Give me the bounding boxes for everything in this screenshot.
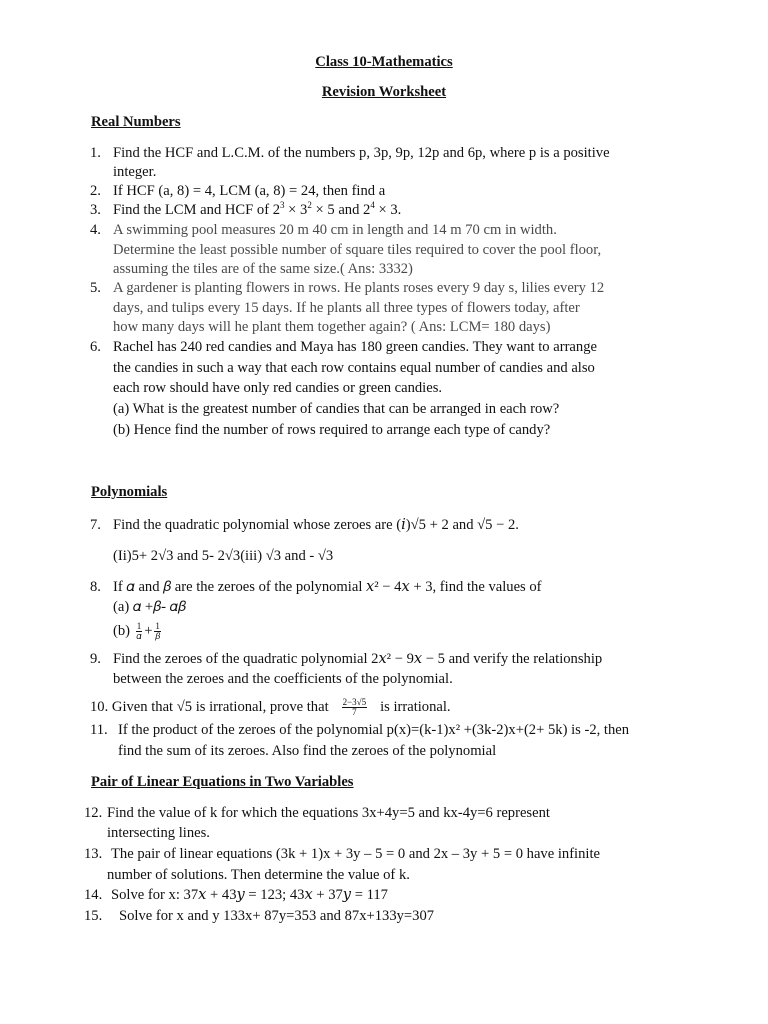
fraction (136, 622, 143, 641)
question-text (90, 696, 451, 718)
question-number: 12. (84, 805, 103, 821)
question-text: A gardener is planting flowers in rows. He plants roses every 9 day s, lilies every 12 (113, 280, 605, 296)
question-number: 4. (90, 222, 101, 238)
question-text: Solve for x and y 133x+ 87y=353 and 87x+133y=307 (119, 908, 435, 924)
question-text: If the product of the zeroes of the polynomial p(x)=(k-1)x² +(3k-2)x+(2+ 5k) is -2, then (118, 722, 630, 738)
question-text: integer. (113, 164, 157, 180)
question-text: The pair of linear equations (3k + 1)x + 3y – 5 = 0 and 2x – 3y + 5 = 0 have infinite (111, 846, 600, 862)
question-number: 13. (84, 846, 103, 862)
exponent: 4 (370, 200, 375, 211)
question-text: Rachel has 240 red candies and Maya has 180 green candies. They want to arrange (113, 339, 597, 355)
question-number: 9. (90, 651, 101, 667)
question-number: 6. (90, 339, 101, 355)
question-text: the candies in such a way that each row contains equal number of candies and also (113, 360, 595, 376)
text-part: Find the LCM and HCF of 2 (113, 202, 281, 218)
question-text: If HCF (a, 8) = 4, LCM (a, 8) = 24, then find a (113, 183, 386, 199)
question-text: how many days will he plant them together again? ( Ans: LCM= 180 days) (113, 319, 551, 335)
question-part-b: (b) Hence find the number of rows required to arrange each type of candy? (113, 422, 551, 438)
operator: + (144, 623, 153, 639)
question-number: 14. (84, 887, 103, 903)
numerator: 2−3√5 (342, 697, 367, 708)
fraction (154, 622, 161, 641)
section-heading-polynomials: Polynomials (91, 484, 168, 500)
question-number: 3. (90, 202, 101, 218)
question-text: number of solutions. Then determine the value of k. (107, 867, 410, 883)
question-number: 7. (90, 517, 101, 533)
numerator: 1 (136, 621, 142, 632)
section-heading-real-numbers: Real Numbers (91, 114, 181, 130)
question-text: days, and tulips every 15 days. If he plants all three types of flowers today, after (113, 300, 580, 316)
question-number: 2. (90, 183, 101, 199)
question-text: assuming the tiles are of the same size.( Ans: 3332) (113, 261, 413, 277)
page-title: Class 10-Mathematics (315, 54, 453, 70)
question-number: 5. (90, 280, 101, 296)
part-label: (b) (113, 623, 131, 639)
exponent: 2 (307, 200, 312, 211)
question-number: 10. (90, 699, 109, 715)
question-part-b (113, 620, 163, 642)
question-number: 15. (84, 908, 103, 924)
question-part-a: (a) What is the greatest number of candies that can be arranged in each row? (113, 401, 560, 417)
question-text: A swimming pool measures 20 m 40 cm in length and 14 m 70 cm in width. (113, 222, 557, 238)
question-number: 1. (90, 145, 101, 161)
exponent: 3 (280, 200, 285, 211)
section-heading-linear-equations: Pair of Linear Equations in Two Variables (91, 774, 354, 790)
text-part: is irrational. (380, 699, 451, 715)
text-part: × 5 and 2 (311, 202, 371, 218)
question-text (113, 201, 401, 219)
text-part: × 3. (374, 202, 402, 218)
question-text: If 𝛼 and 𝛽 are the zeroes of the polynomial 𝑥² − 4𝑥 + 3, find the values of (113, 579, 542, 595)
question-text: find the sum of its zeroes. Also find the zeroes of the polynomial (118, 743, 497, 759)
question-text: (Ii)5+ 2√3 and 5- 2√3(iii) √3 and - √3 (113, 548, 334, 564)
question-text: Find the HCF and L.C.M. of the numbers p, 3p, 9p, 12p and 6p, where p is a positive (113, 145, 610, 161)
fraction (342, 698, 368, 717)
text-part: × 3 (284, 202, 308, 218)
denominator: 7 (352, 707, 357, 718)
denominator: 𝛼 (136, 631, 142, 642)
question-part-a: (a) 𝛼 +𝛽- 𝛼𝛽 (113, 599, 186, 615)
text-part: Given that √5 is irrational, prove that (111, 699, 329, 715)
question-text: Find the value of k for which the equations 3x+4y=5 and kx-4y=6 represent (107, 805, 550, 821)
question-text: Determine the least possible number of square tiles required to cover the pool floor, (113, 242, 602, 258)
question-number: 11. (90, 722, 108, 738)
question-text: each row should have only red candies or green candies. (113, 380, 443, 396)
question-text: intersecting lines. (107, 825, 210, 841)
question-text: Find the quadratic polynomial whose zeroes are (𝑖)√5 + 2 and √5 − 2. (113, 517, 519, 533)
numerator: 1 (155, 621, 160, 632)
denominator: 𝛽 (155, 631, 161, 642)
question-text: Solve for x: 37𝑥 + 43𝑦 = 123; 43𝑥 + 37𝑦 = 117 (111, 887, 388, 903)
page-subtitle: Revision Worksheet (321, 84, 447, 100)
question-text: between the zeroes and the coefficients of the polynomial. (113, 671, 453, 687)
question-text: Find the zeroes of the quadratic polynomial 2𝑥² − 9𝑥 − 5 and verify the relationship (113, 651, 603, 667)
question-number: 8. (90, 579, 101, 595)
